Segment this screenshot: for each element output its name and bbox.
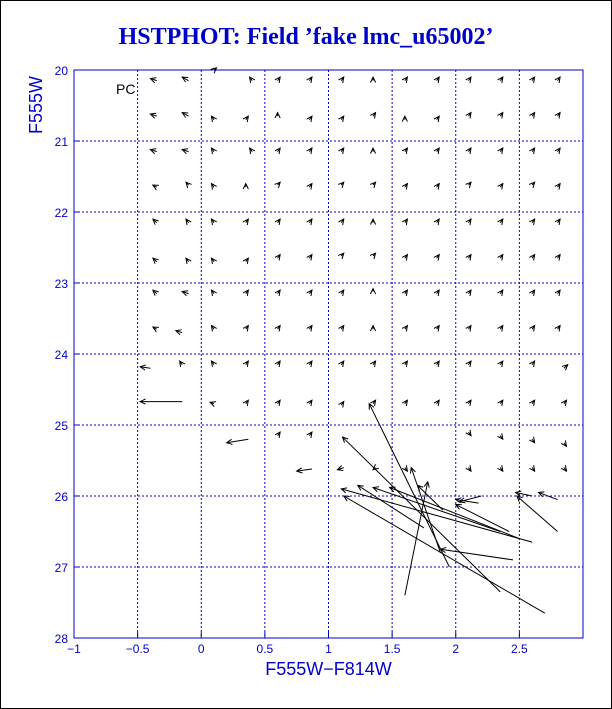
vector-arrow	[562, 365, 568, 371]
vector-arrow	[555, 77, 560, 83]
vector-shaft	[342, 437, 500, 592]
y-tick-label: 24	[54, 348, 68, 362]
vector-arrow	[370, 253, 376, 259]
vector-arrow	[529, 361, 534, 367]
chart-title: HSTPHOT: Field ’fake lmc_u65002’	[118, 24, 494, 50]
vector-arrow	[498, 148, 503, 154]
y-tick-label: 25	[54, 419, 68, 433]
vector-arrow	[182, 77, 188, 82]
vector-arrow	[370, 219, 375, 224]
vector-arrow	[434, 184, 439, 190]
vector-arrow	[529, 77, 534, 83]
vector-arrow	[555, 290, 560, 296]
vector-arrow	[140, 365, 150, 370]
vector-head	[370, 253, 376, 259]
vector-head	[153, 185, 159, 190]
vector-arrow	[275, 148, 280, 154]
vector-arrow	[466, 219, 471, 225]
vector-arrow	[517, 496, 558, 532]
vector-arrow	[498, 433, 503, 439]
vector-arrow	[466, 113, 471, 119]
vector-arrow	[516, 491, 533, 496]
vector-head	[358, 485, 364, 490]
vector-arrow	[339, 290, 344, 296]
vector-arrow	[390, 487, 520, 539]
vector-arrow	[373, 487, 500, 532]
vector-arrow	[466, 361, 471, 367]
vector-head	[338, 253, 344, 259]
vector-arrow	[465, 182, 471, 188]
vector-arrow	[498, 326, 503, 332]
vector-arrow	[555, 148, 560, 154]
vector-arrow	[243, 290, 248, 296]
vector-shaft	[369, 404, 449, 567]
vector-arrow	[529, 182, 535, 188]
vector-arrow	[498, 255, 503, 261]
vector-arrow	[250, 148, 255, 154]
vector-arrow	[250, 77, 255, 83]
vector-arrow	[529, 400, 534, 406]
vector-arrow	[555, 255, 560, 261]
vector-head	[338, 182, 344, 188]
vector-arrow	[275, 290, 280, 296]
vector-arrow	[243, 326, 248, 332]
vector-arrow	[186, 219, 191, 225]
vector-arrow	[243, 258, 248, 264]
x-tick-label: −0.5	[125, 642, 150, 656]
vector-shaft	[373, 487, 500, 531]
vector-arrow	[434, 77, 439, 83]
vector-arrow	[211, 148, 216, 154]
vector-head	[210, 402, 216, 407]
vector-head	[153, 327, 159, 332]
vector-arrow	[275, 326, 280, 332]
x-tick-label: 2	[452, 642, 460, 656]
vector-arrow	[211, 361, 216, 367]
vector-arrow	[402, 361, 407, 367]
vector-arrow	[370, 113, 375, 119]
vector-arrow	[211, 219, 216, 225]
vector-arrow	[307, 326, 312, 332]
vector-head	[373, 464, 379, 469]
vector-arrow	[466, 290, 471, 296]
vector-arrow	[180, 361, 185, 367]
vector-arrow	[498, 290, 503, 296]
y-axis-title: F555W	[26, 75, 46, 135]
vector-arrow	[561, 440, 566, 446]
vector-arrow	[555, 113, 560, 119]
vector-head	[275, 182, 281, 188]
vector-arrow	[307, 255, 312, 261]
vector-arrow	[561, 465, 566, 471]
vector-arrow	[211, 68, 217, 73]
vector-arrow	[307, 148, 312, 154]
vector-head	[211, 68, 217, 73]
vector-arrow	[153, 219, 159, 225]
vector-arrow	[498, 219, 503, 225]
y-tick-label: 28	[54, 632, 68, 646]
vector-arrow	[275, 182, 281, 188]
vector-arrow	[529, 465, 534, 471]
vector-arrow	[344, 496, 545, 613]
grid	[74, 70, 583, 638]
vector-arrow	[402, 465, 407, 471]
vector-arrow	[153, 327, 159, 332]
vector-arrow	[529, 326, 534, 332]
vector-arrow	[150, 149, 156, 154]
vector-arrow	[307, 77, 312, 83]
vector-arrow	[440, 547, 513, 559]
vector-arrow	[402, 400, 407, 406]
vector-arrow	[275, 432, 280, 438]
vector-arrow	[243, 400, 248, 406]
vector-arrow	[434, 116, 439, 122]
vector-arrow	[211, 290, 216, 296]
vector-arrow	[150, 78, 156, 83]
vector-shaft	[390, 487, 520, 538]
vector-arrow	[140, 399, 182, 404]
vector-arrow	[275, 361, 280, 367]
vector-arrow	[307, 290, 312, 296]
y-tick-label: 27	[54, 561, 68, 575]
vector-arrow	[370, 326, 375, 331]
vector-arrow	[153, 185, 159, 190]
vector-arrow	[466, 255, 471, 261]
vector-arrow	[339, 148, 344, 154]
vector-arrow	[210, 402, 216, 407]
x-tick-label: −1	[67, 642, 81, 656]
x-tick-label: 2.5	[511, 642, 528, 656]
vector-arrow	[434, 326, 439, 332]
vector-arrow	[211, 116, 216, 122]
vector-arrow	[339, 116, 344, 122]
vector-arrow	[307, 400, 312, 406]
vector-arrow	[498, 77, 503, 83]
x-axis-title: F555W−F814W	[265, 659, 392, 679]
vector-arrow	[402, 148, 407, 154]
vector-arrow	[182, 113, 188, 118]
vector-arrow	[243, 361, 248, 367]
vector-arrow	[498, 184, 503, 190]
vector-arrow	[370, 77, 375, 82]
vector-arrow	[373, 464, 379, 469]
vector-arrow	[342, 437, 500, 592]
vector-arrow	[370, 289, 375, 294]
vector-arrow	[466, 326, 471, 332]
vector-arrow	[275, 113, 280, 118]
vector-arrow	[153, 258, 159, 264]
vector-arrow	[337, 466, 343, 471]
y-tick-label: 23	[54, 277, 68, 291]
vector-arrow	[338, 253, 344, 259]
vector-arrow	[275, 255, 280, 261]
vector-arrow	[529, 148, 534, 154]
vector-arrow	[466, 77, 471, 83]
x-tick-label: 1.5	[383, 642, 401, 656]
vector-arrow	[211, 258, 216, 264]
vector-arrow	[243, 116, 248, 122]
vector-arrow	[369, 404, 449, 567]
vector-arrow	[176, 330, 182, 335]
vector-arrow	[297, 468, 312, 473]
x-tick-label: 1	[325, 642, 332, 656]
vector-arrow	[456, 498, 479, 503]
panel-label: PC	[116, 81, 136, 97]
vector-arrow	[498, 113, 503, 119]
vector-arrow	[275, 400, 280, 406]
vector-arrow	[466, 400, 471, 406]
vector-arrow	[555, 326, 560, 332]
vector-arrow	[186, 182, 192, 188]
x-tick-label: 0	[197, 642, 205, 656]
vector-arrow	[370, 361, 375, 367]
vector-arrow	[243, 184, 248, 189]
vector-arrow	[529, 219, 534, 225]
vector-arrow	[307, 432, 312, 438]
vector-arrow	[307, 361, 312, 367]
vector-arrow	[456, 505, 509, 532]
vector-arrow	[370, 148, 375, 153]
vector-arrow	[434, 361, 439, 367]
vector-arrow	[339, 219, 344, 225]
vector-arrow	[466, 430, 471, 436]
vector-arrow	[529, 290, 534, 296]
vector-arrow	[529, 437, 534, 443]
vector-arrow	[370, 182, 376, 188]
vector-arrow	[307, 116, 312, 122]
vector-arrow	[434, 148, 439, 154]
vector-arrow	[529, 255, 534, 261]
vector-arrow	[186, 258, 191, 264]
y-tick-label: 22	[54, 206, 68, 220]
vector-arrow	[561, 400, 566, 406]
vector-arrow	[434, 400, 439, 406]
vector-arrow	[211, 326, 216, 332]
vector-head	[370, 182, 376, 188]
vector-arrow	[402, 219, 407, 225]
y-tick-label: 20	[54, 64, 68, 78]
vector-arrow	[402, 326, 407, 332]
y-tick-label: 26	[54, 490, 68, 504]
vector-arrow	[275, 219, 280, 225]
vector-shaft	[344, 496, 545, 613]
vector-arrow	[243, 219, 248, 225]
vector-arrow	[153, 290, 159, 296]
vector-arrow	[275, 77, 280, 83]
vector-arrow	[307, 219, 312, 225]
vector-arrow	[307, 184, 312, 190]
vector-arrow	[402, 255, 407, 261]
vector-field	[140, 68, 568, 613]
vector-head	[186, 182, 192, 188]
vector-arrow	[182, 149, 188, 154]
vector-arrow	[434, 255, 439, 261]
vector-shaft	[456, 505, 509, 532]
vector-arrow	[150, 113, 156, 118]
vector-arrow	[466, 148, 471, 154]
vector-arrow	[402, 184, 407, 190]
vector-arrow	[339, 326, 344, 332]
y-tick-label: 21	[54, 135, 68, 149]
vector-arrow	[339, 402, 344, 408]
vector-shaft	[341, 489, 532, 542]
vector-arrow	[555, 184, 560, 190]
vector-arrow	[338, 182, 344, 188]
vector-head	[465, 182, 471, 188]
vector-arrow	[434, 290, 439, 296]
vector-arrow	[555, 219, 560, 225]
vector-arrow	[529, 113, 534, 119]
vector-arrow	[498, 465, 503, 471]
vector-arrow	[498, 361, 503, 367]
vector-arrow	[498, 400, 503, 406]
vector-shaft	[517, 496, 558, 532]
vector-arrow	[182, 291, 188, 296]
vector-arrow	[211, 184, 216, 190]
vector-head	[529, 182, 535, 188]
vector-arrow	[339, 77, 344, 83]
x-tick-label: 0.5	[256, 642, 274, 656]
vector-arrow	[227, 439, 249, 444]
vector-arrow	[402, 116, 407, 121]
vector-arrow	[339, 361, 344, 367]
vector-arrow	[466, 465, 471, 471]
vector-arrow	[402, 77, 407, 83]
vector-arrow	[434, 219, 439, 225]
vector-arrow	[402, 290, 407, 296]
